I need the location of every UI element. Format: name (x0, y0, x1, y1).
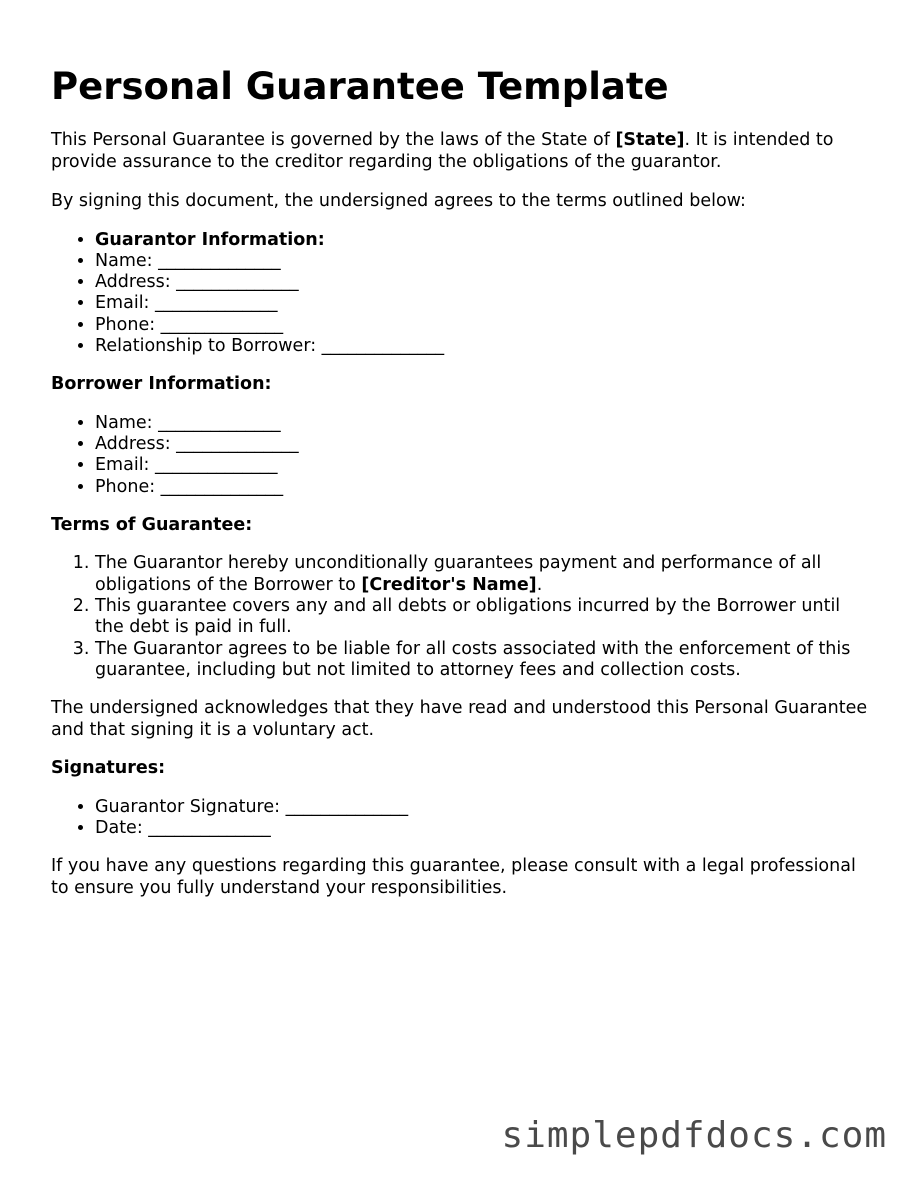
intro-text-end: . It is intended to provide assurance to the creditor regarding the obligations of the guarantor. (51, 130, 834, 172)
borrower-address-field: • Address: ______________ (95, 434, 871, 455)
borrower-name-field: • Name: ______________ (95, 413, 871, 434)
intro-text-start: This Personal Guarantee is governed by the laws of the State of (51, 130, 616, 150)
borrower-info-list (51, 413, 871, 498)
state-placeholder: [State] (615, 130, 685, 150)
document-page (51, 62, 871, 899)
signatures-list (51, 797, 871, 840)
guarantor-phone-field: • Phone: ______________ (95, 315, 871, 336)
terms-list (51, 553, 871, 681)
guarantor-signature-field: • Guarantor Signature: ______________ (95, 797, 871, 818)
guarantor-relationship-field: • Relationship to Borrower: ______________ (95, 336, 871, 357)
borrower-email-field: • Email: ______________ (95, 455, 871, 476)
guarantor-email-field: • Email: ______________ (95, 293, 871, 314)
closing-paragraph: If you have any questions regarding this guarantee, please consult with a legal professional to ensure you fully understand your responsibilities. (51, 856, 856, 898)
borrower-heading: Borrower Information: (51, 374, 272, 395)
term-item-2: 2. This guarantee covers any and all debts or obligations incurred by the Borrower until the debt is paid in full. (95, 596, 871, 639)
page-title: Personal Guarantee Template (51, 65, 669, 108)
guarantor-info-list (51, 230, 871, 358)
term-item-1: 1. The Guarantor hereby unconditionally guarantees payment and performance of all obligations of the Borrower to [Creditor's Name]. (95, 553, 871, 596)
intro-paragraph (51, 130, 871, 173)
signatures-heading: Signatures: (51, 758, 166, 779)
date-field: • Date: ______________ (95, 818, 871, 839)
signing-notice: By signing this document, the undersigned agrees to the terms outlined below: (51, 191, 746, 211)
watermark: simplepdfdocs.com (501, 1115, 887, 1156)
guarantor-address-field: • Address: ______________ (95, 272, 871, 293)
acknowledgment-paragraph: The undersigned acknowledges that they have read and understood this Personal Guarantee and that signing it is a voluntary act. (51, 698, 868, 740)
term-item-3: 3. The Guarantor agrees to be liable for all costs associated with the enforcement of this guarantee, including but not limited to attorney fees and collection costs. (95, 639, 871, 682)
borrower-phone-field: • Phone: ______________ (95, 477, 871, 498)
creditor-placeholder: [Creditor's Name] (361, 574, 537, 595)
guarantor-heading: • Guarantor Information: (95, 230, 871, 251)
guarantor-name-field: • Name: ______________ (95, 251, 871, 272)
terms-heading: Terms of Guarantee: (51, 514, 253, 535)
